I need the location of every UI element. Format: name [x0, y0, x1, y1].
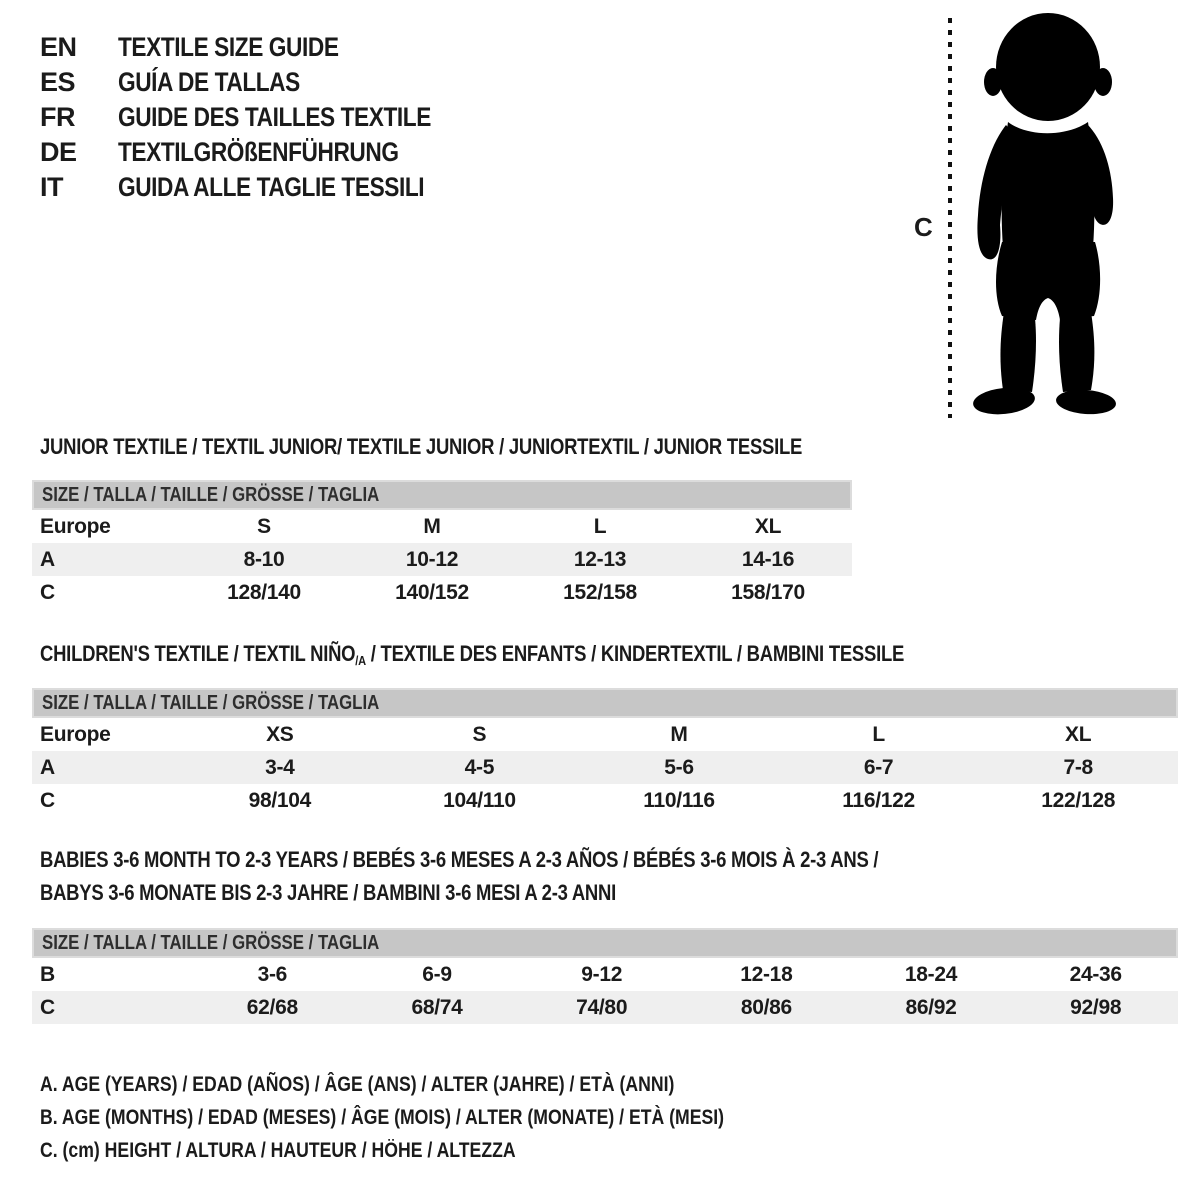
table-cell: 68/74: [411, 995, 463, 1019]
column-header: S: [257, 514, 271, 538]
column-header: M: [423, 514, 441, 538]
table-cell: 3-6: [257, 962, 288, 986]
language-title: TEXTILGRÖßENFÜHRUNG: [118, 137, 399, 167]
column-header: Europe: [40, 722, 111, 746]
table-cell: 62/68: [246, 995, 298, 1019]
language-code: FR: [40, 102, 75, 132]
table-row: [32, 958, 1178, 991]
table-cell: 6-7: [863, 755, 894, 779]
table-row: [32, 751, 1178, 784]
babies-size-table: [32, 928, 1178, 1024]
table-cell: 9-12: [581, 962, 623, 986]
table-cell: 4-5: [464, 755, 495, 779]
legend-line-c: C. (cm) HEIGHT / ALTURA / HAUTEUR / HÖHE / ALTEZZA: [40, 1138, 516, 1162]
table-cell: 6-9: [422, 962, 452, 986]
table-cell: 12-13: [573, 547, 627, 571]
language-code: ES: [40, 67, 76, 97]
table-cell: 3-4: [265, 755, 295, 779]
legend-line-b: B. AGE (MONTHS) / EDAD (MESES) / ÂGE (MOIS) / ALTER (MONATE) / ETÀ (MESI): [40, 1105, 725, 1129]
row-label: B: [40, 962, 55, 986]
language-title: GUÍA DE TALLAS: [118, 67, 300, 97]
table-cell: 10-12: [405, 547, 459, 571]
measure-label-c: C: [914, 212, 933, 242]
column-header: XL: [754, 514, 782, 538]
junior-size-table: [32, 480, 852, 609]
table-cell: 122/128: [1041, 788, 1116, 812]
table-cell: 140/152: [395, 580, 469, 604]
table-row: [32, 543, 852, 576]
language-row: [40, 170, 491, 205]
table-cell: 80/86: [740, 995, 792, 1019]
children-section-title: CHILDREN'S TEXTILE / TEXTIL NIÑO/A / TEXTILE DES ENFANTS / KINDERTEXTIL / BAMBINI TESSILE: [40, 641, 905, 668]
table-cell: 12-18: [740, 962, 793, 986]
table-cell: 14-16: [741, 547, 795, 571]
language-title: TEXTILE SIZE GUIDE: [118, 32, 339, 62]
column-header: M: [670, 722, 688, 746]
row-label: C: [40, 995, 55, 1019]
table-cell: 92/98: [1070, 995, 1122, 1019]
legend-line-a: A. AGE (YEARS) / EDAD (AÑOS) / ÂGE (ANS) / ALTER (JAHRE) / ETÀ (ANNI): [40, 1072, 675, 1096]
junior-section-title: JUNIOR TEXTILE / TEXTIL JUNIOR/ TEXTILE JUNIOR / JUNIORTEXTIL / JUNIOR TESSILE: [40, 434, 803, 459]
language-row: [40, 65, 491, 100]
table-column-header-row: [32, 718, 1178, 751]
column-header: XL: [1065, 722, 1092, 746]
row-label: A: [40, 755, 55, 779]
table-cell: 110/116: [643, 788, 715, 812]
table-cell: 116/122: [842, 788, 915, 812]
column-header: Europe: [40, 514, 111, 538]
row-label: C: [40, 788, 55, 812]
column-header: S: [472, 722, 487, 746]
column-header: XS: [266, 722, 294, 746]
toddler-silhouette: [972, 13, 1117, 417]
children-size-table: [32, 688, 1178, 817]
table-cell: 18-24: [904, 962, 958, 986]
size-header-bar: SIZE / TALLA / TAILLE / GRÖSSE / TAGLIA: [32, 928, 1178, 958]
table-cell: 158/170: [731, 580, 805, 604]
babies-section-title-line2: BABYS 3-6 MONATE BIS 2-3 JAHRE / BAMBINI 3-6 MESI A 2-3 ANNI: [40, 880, 616, 905]
table-column-header-row: [32, 510, 852, 543]
table-cell: 98/104: [248, 788, 312, 812]
table-cell: 8-10: [243, 547, 285, 571]
column-header: L: [872, 722, 885, 746]
size-header-bar: SIZE / TALLA / TAILLE / GRÖSSE / TAGLIA: [32, 688, 1178, 718]
toddler-silhouette-icon: [940, 10, 1152, 422]
table-row: [32, 991, 1178, 1024]
language-row: [40, 30, 491, 65]
table-cell: 104/110: [443, 788, 516, 812]
language-code: IT: [40, 172, 63, 202]
table-cell: 7-8: [1063, 755, 1093, 779]
language-title: GUIDA ALLE TAGLIE TESSILI: [118, 172, 425, 202]
row-label: A: [40, 547, 55, 571]
language-code: DE: [40, 137, 77, 167]
table-row: [32, 576, 852, 609]
column-header: L: [593, 514, 607, 538]
measurement-legend: [40, 1068, 854, 1167]
table-cell: 86/92: [905, 995, 957, 1019]
row-label: C: [40, 580, 55, 604]
table-cell: 152/158: [563, 580, 637, 604]
table-cell: 128/140: [227, 580, 301, 604]
babies-section-title-line1: BABIES 3-6 MONTH TO 2-3 YEARS / BEBÉS 3-6 MESES A 2-3 AÑOS / BÉBÉS 3-6 MOIS À 2-3 ANS /: [40, 847, 879, 872]
language-title: GUIDE DES TAILLES TEXTILE: [118, 102, 431, 132]
table-row: [32, 784, 1178, 817]
language-code: EN: [40, 32, 77, 62]
size-header-bar: SIZE / TALLA / TAILLE / GRÖSSE / TAGLIA: [32, 480, 852, 510]
language-row: [40, 135, 491, 170]
language-row: [40, 100, 491, 135]
language-list: [40, 30, 491, 205]
table-cell: 24-36: [1069, 962, 1122, 986]
table-cell: 5-6: [664, 755, 694, 779]
table-cell: 74/80: [576, 995, 628, 1019]
